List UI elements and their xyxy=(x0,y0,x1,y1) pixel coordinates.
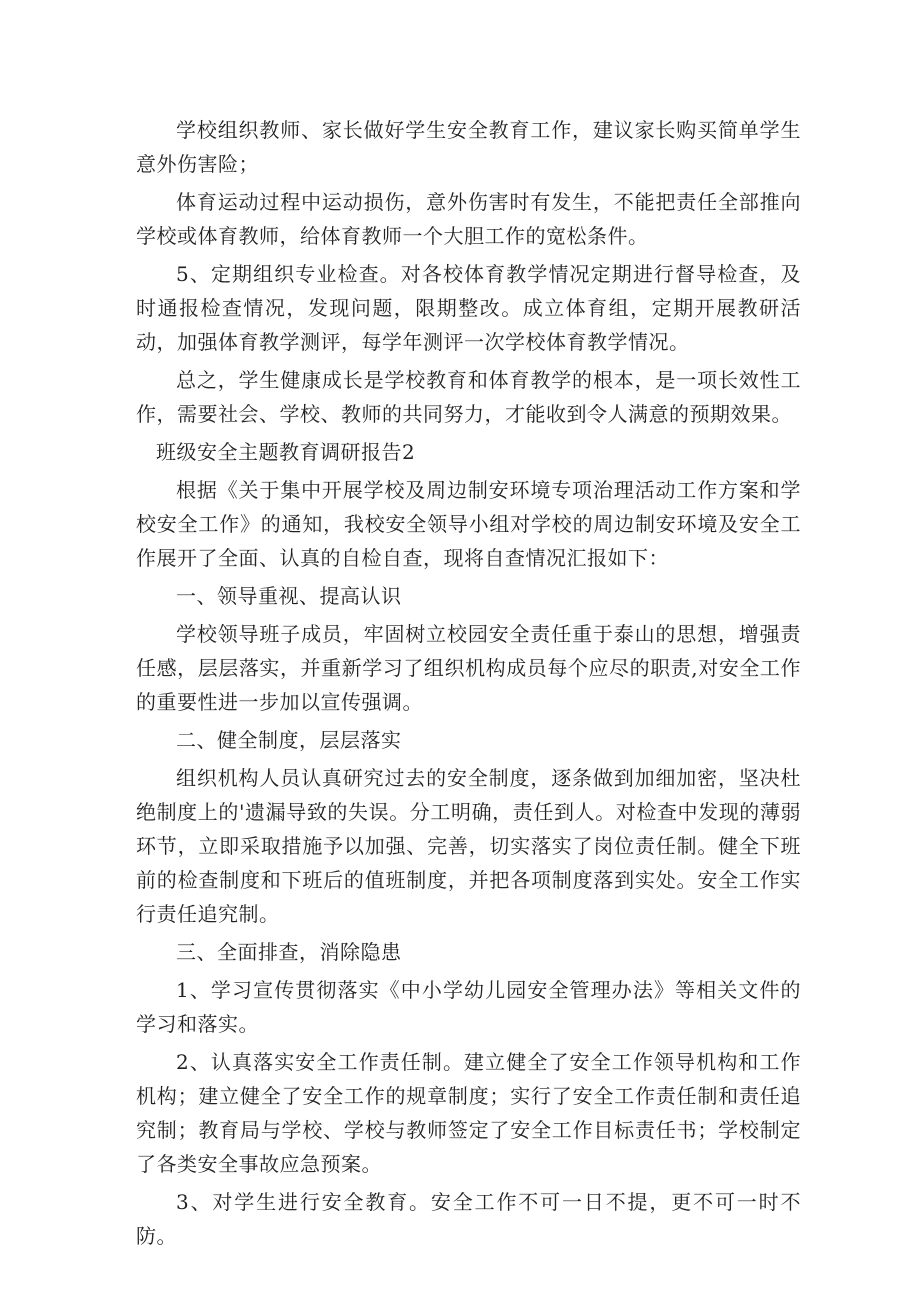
paragraph: 学校组织教师、家长做好学生安全教育工作，建议家长购买简单学生意外伤害险； xyxy=(136,118,801,176)
paragraph: 根据《关于集中开展学校及周边制安环境专项治理活动工作方案和学校安全工作》的通知，我校安全领导小组对学校的周边制安环境及安全工作展开了全面、认真的自检自查，现将自查情况汇报如下： xyxy=(136,478,801,570)
paragraph: 3、对学生进行安全教育。安全工作不可一日不提，更不可一时不防。 xyxy=(136,1190,801,1248)
paragraph: 体育运动过程中运动损伤，意外伤害时有发生，不能把责任全部推向学校或体育教师，给体育教师一个大胆工作的宽松条件。 xyxy=(136,190,801,248)
paragraph: 1、学习宣传贯彻落实《中小学幼儿园安全管理办法》等相关文件的学习和落实。 xyxy=(136,978,801,1036)
paragraph: 组织机构人员认真研究过去的安全制度，逐条做到加细加密，坚决杜绝制度上的'遗漏导致的失误。分工明确，责任到人。对检查中发现的薄弱环节，立即采取措施予以加强、完善，切实落实了岗位责任制。健全下班前的检查制度和下班后的值班制度，并把各项制度落到实处。安全工作实行责任追究制。 xyxy=(136,766,801,926)
section-heading: 二、健全制度，层层落实 xyxy=(176,728,402,752)
paragraph: 5、定期组织专业检查。对各校体育教学情况定期进行督导检查，及时通报检查情况，发现问题，限期整改。成立体育组，定期开展教研活动，加强体育教学测评，每学年测评一次学校体育教学情况。 xyxy=(136,262,801,354)
section-heading: 三、全面排查，消除隐患 xyxy=(176,940,402,964)
document-body xyxy=(136,113,801,1257)
paragraph: 学校领导班子成员，牢固树立校园安全责任重于泰山的思想，增强责任感，层层落实，并重新学习了组织机构成员每个应尽的职责,对安全工作的重要性进一步加以宣传强调。 xyxy=(136,622,801,714)
paragraph: 2、认真落实安全工作责任制。建立健全了安全工作领导机构和工作机构；建立健全了安全工作的规章制度；实行了安全工作责任制和责任追究制；教育局与学校、学校与教师签定了安全工作目标责任书；学校制定了各类安全事故应急预案。 xyxy=(136,1050,801,1176)
paragraph: 总之，学生健康成长是学校教育和体育教学的根本，是一项长效性工作，需要社会、学校、教师的共同努力，才能收到令人满意的预期效果。 xyxy=(136,368,801,426)
section-heading: 一、领导重视、提高认识 xyxy=(176,584,402,608)
report-title: 班级安全主题教育调研报告2 xyxy=(156,440,416,464)
